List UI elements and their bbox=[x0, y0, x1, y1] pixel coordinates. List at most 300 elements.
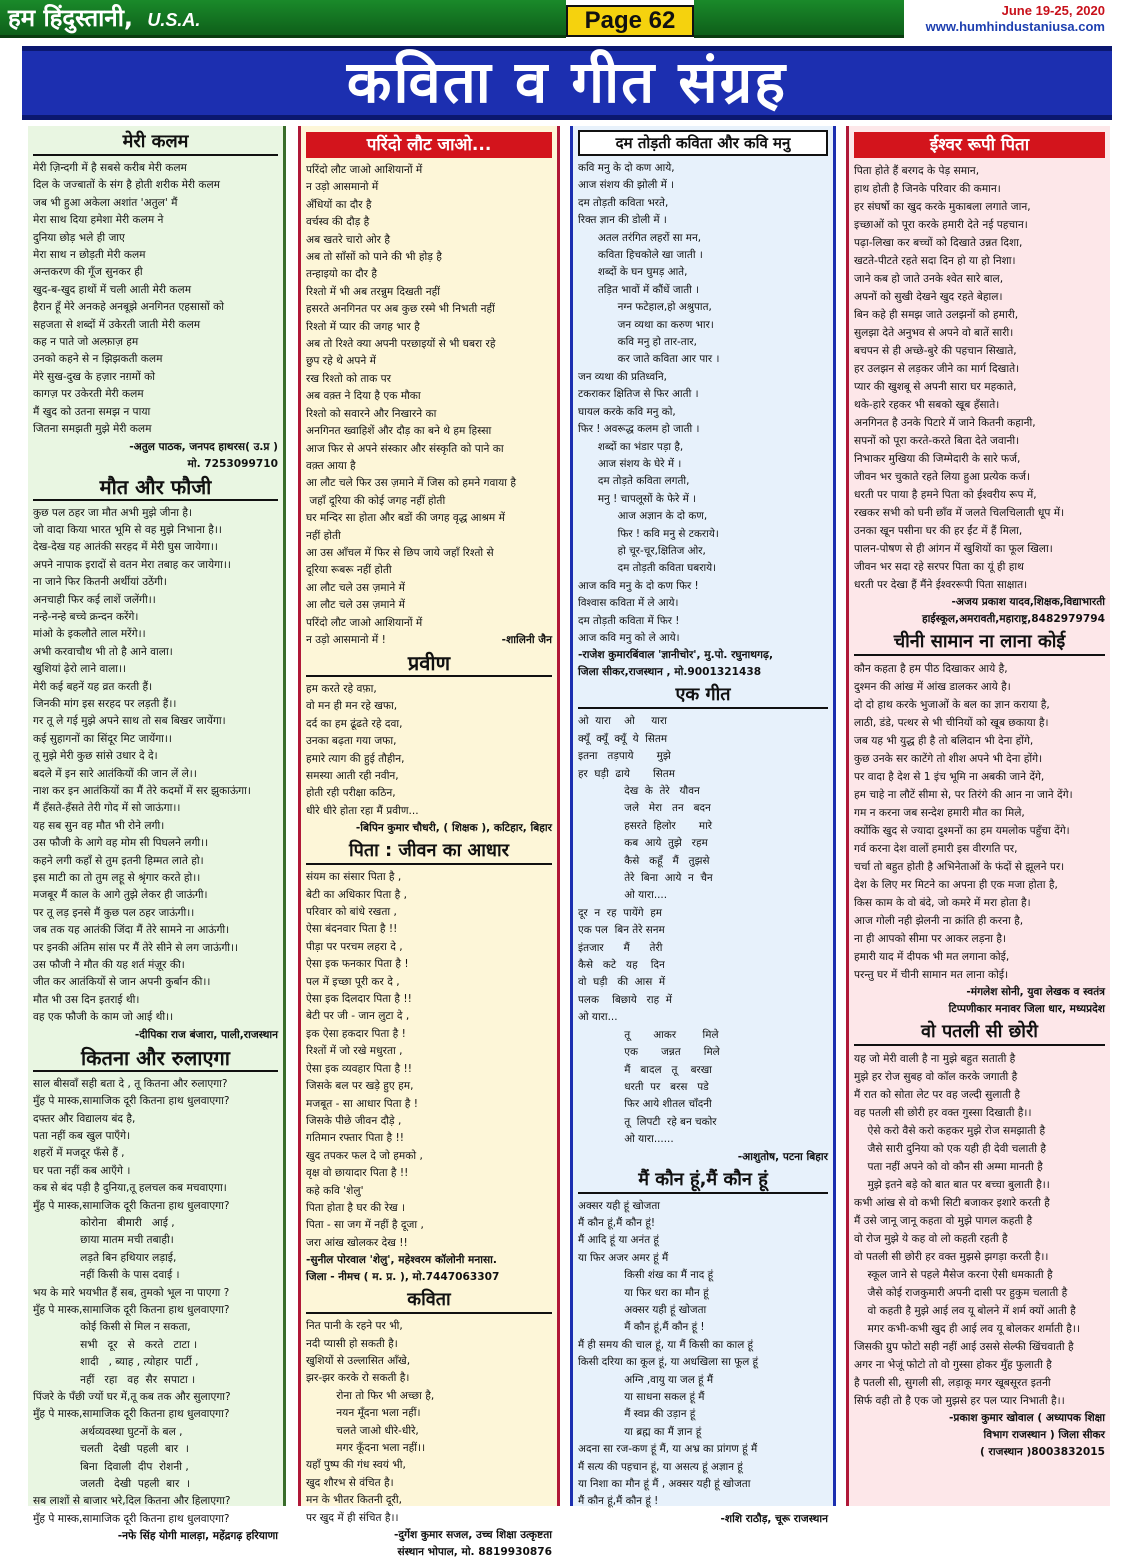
poem-line: पर खुद में ही संचित है।। bbox=[306, 1511, 399, 1524]
poem-line: दुश्मन की आंख में आंख डालकर आये है। bbox=[854, 681, 1011, 693]
poem-line: पर तू लड़ इनसे मैं कुछ पल ठहर जाऊंगी।। bbox=[33, 906, 195, 919]
poem-line: तन्हाइयो का दौर है bbox=[306, 268, 377, 281]
poem-line: जीवन भर चुकाते रहते लिया हुआ प्रत्येक कर्ज। bbox=[854, 471, 1031, 483]
poem-line: लाठी, डंडे, पत्थर से भी चीनियों को खूब छकाया है। bbox=[854, 717, 1049, 729]
poem-line: वो घड़ी की आस में bbox=[578, 976, 666, 989]
poem-line: दम तोड़ती कविता में फिर ! bbox=[578, 614, 680, 627]
poem-line: दो दो हाथ करके भुजाओं के बल का ज्ञान कराया है, bbox=[854, 699, 1050, 711]
poem-line: ना जाने फिर कितनी अर्थीयां उठेंगी। bbox=[33, 576, 167, 589]
poem-line: झर-झर करके रो सकती है। bbox=[306, 1372, 410, 1385]
column-4 bbox=[846, 126, 1110, 1506]
poem-title: मैं कौन हूं,मैं कौन हूं bbox=[578, 1168, 828, 1194]
poem-line: पिता होता है घर की रेख । bbox=[306, 1201, 406, 1214]
poem-line: मैं उसे जानू जानू कहता वो मुझे पागल कहती है bbox=[854, 1215, 1033, 1227]
poem-credit: -अजय प्रकाश यादव,शिक्षक,विद्याभारती bbox=[951, 596, 1105, 608]
poem-lines bbox=[33, 505, 278, 1027]
poem-line: आज कवि मनु को ले आये। bbox=[578, 631, 680, 644]
poem-line: जन व्यथा का करुण भार। bbox=[578, 318, 714, 331]
page-number: Page 62 bbox=[566, 5, 694, 37]
poem-line: कब आये तुझे रहम bbox=[578, 837, 708, 850]
poem-line: अतल तरंगित लहरों सा मन, bbox=[578, 231, 702, 244]
poem-lines bbox=[854, 1050, 1105, 1410]
poem-line: कोरोना बीमारी आई , bbox=[33, 1216, 175, 1229]
poem-line: मेरा साथ न छोड़ती मेरी कलम bbox=[33, 249, 146, 262]
poem-line: मुझे इतने बड़े को बात बात पर बच्चा बुलाती है।। bbox=[854, 1179, 1050, 1191]
poem-line: आज संशय के घेरे में । bbox=[578, 457, 682, 470]
poem-line: या ब्रह्म का मैं ज्ञान हूं bbox=[578, 1425, 702, 1438]
poem-title: एक गीत bbox=[578, 683, 828, 709]
poem-line: उनका खून पसीना घर की हर ईंट में हैं मिला, bbox=[854, 525, 1023, 537]
poem-line: अनगिनत ख्वाहिशें और दौड़ का बने थे हम हिस्सा bbox=[306, 425, 492, 438]
poem-line: घर पता नहीं कब आएँगे । bbox=[33, 1164, 131, 1177]
poem-line: फिर आये शीतल चाँदनी bbox=[578, 1098, 712, 1111]
poem-credit-phone: मो. 7253099710 bbox=[187, 457, 278, 470]
poem-line: आज गोली नही झेलनी ना क्रांति ही करना है, bbox=[854, 915, 1024, 927]
poem-line: वृक्ष वो छायादार पिता है !! bbox=[306, 1167, 409, 1180]
poem-line: अभी करवाचौथ भी तो है आने वाला। bbox=[33, 645, 173, 658]
poem-credit: -सुनील पोरवाल 'शेलु', महेश्वरम कॉलोनी मनासा. bbox=[306, 1254, 497, 1267]
poem-line: आ लौट चले फिर उस ज़माने में जिस को हमने गवाया है bbox=[306, 477, 517, 490]
poem-line: अगर ना भेजूं फोटो तो वो गुस्सा होकर मुँह फुलाती है bbox=[854, 1359, 1052, 1371]
section-banner: कविता व गीत संग्रह bbox=[22, 46, 1112, 120]
poem-line: पिता - सा जग में नहीं है दूजा , bbox=[306, 1219, 424, 1232]
poem-lines bbox=[578, 160, 828, 647]
poem-line: खुद तपकर फल दे जो हमको , bbox=[306, 1149, 423, 1162]
poem-line: जैसे कोई राजकुमारी अपनी दासी पर हुकुम चलाती है bbox=[854, 1287, 1068, 1299]
poem-line: रिश्तों में जो रखे मधुरता , bbox=[306, 1045, 403, 1058]
poem-credit: -नफे सिंह योगी मालड़ा, महेंद्रगढ़ हरियाणा bbox=[117, 1530, 278, 1543]
poem-line: ऐसा बंदनवार पिता है !! bbox=[306, 923, 398, 936]
poem-line: अब वक़्त ने दिया है एक मौका bbox=[306, 390, 421, 403]
poem-title: चीनी सामान ना लाना कोई bbox=[854, 630, 1105, 656]
poem-credit-phone: हाईस्कूल,अमरावती,महाराष्ट्र,8482979794 bbox=[922, 613, 1105, 625]
poem-line: शब्दों का भंडार पड़ा है, bbox=[578, 440, 684, 453]
poem-line: साल बीसवाँ सही बता दे , तू कितना और रुलाएगा? bbox=[33, 1077, 228, 1090]
poem-line: अन्तकरण की गूँज सुनकर ही bbox=[33, 266, 143, 279]
poem-lines bbox=[578, 1198, 828, 1511]
poem-line: खुशियां ढ़ेरो लाने वाला।। bbox=[33, 663, 127, 676]
poem-line: स्कूल जाने से पहले मैसेज करना ऐसी धमकाती है bbox=[854, 1269, 1053, 1281]
poem-line: मैं ही समय की चाल हूं, या मैं किसी का काल हूं bbox=[578, 1338, 754, 1351]
poem-title: वो पतली सी छोरी bbox=[854, 1020, 1105, 1046]
poem-line: एक पल बिन तेरे सनम bbox=[578, 924, 665, 937]
poem-line: अँधियों का दौर है bbox=[306, 198, 372, 211]
poem-line: मजबूर मैं काल के आगे तुझे लेकर ही जाऊंगी। bbox=[33, 889, 208, 902]
poem-line: तेरे बिना आये न चैन bbox=[578, 872, 713, 885]
poem-line: बदले में इन सारे आतंकियों की जान लें ले।। bbox=[33, 767, 197, 780]
poem-line: मुँह पे मास्क,सामाजिक दूरी कितना हाथ धुलवाएगा? bbox=[33, 1095, 230, 1108]
poem-line: हमारी याद में दीपक भी मत लगाना कोई, bbox=[854, 951, 1010, 963]
poem-line: वर्चस्व की दौड़ है bbox=[306, 216, 370, 229]
poem-line: कविता हिचकोले खा जाती । bbox=[578, 249, 703, 262]
poem-line: तू मुझे मेरी कुछ सांसे उधार दे दे। bbox=[33, 750, 158, 763]
poem-line: जहाँ दूरिया की कोई जगह नहीं होती bbox=[306, 494, 446, 507]
poem-line: मैं सत्य की पहचान हूं, या असत्य हूं अज्ञान हूं bbox=[578, 1460, 743, 1473]
poem-line: अनचाही फिर कई लाशें जलेंगी।। bbox=[33, 593, 156, 606]
poem-line: किसी दरिया का कूल हूं, या अधखिला सा फूल हूं bbox=[578, 1356, 759, 1369]
poem-line: हो चूर-चूर,क्षितिज ओर, bbox=[578, 544, 706, 557]
poem-line: अपने नापाक इरादों से वतन मेरा तबाह कर जायेगा।। bbox=[33, 558, 231, 571]
poem-lines bbox=[854, 660, 1105, 984]
poem-line: अक्सर यही हूं खोजता bbox=[578, 1303, 707, 1316]
poem-line: कर जाते कविता आर पार । bbox=[578, 353, 720, 366]
poem-line: जरा आंख खोलकर देख !! bbox=[306, 1236, 408, 1249]
poem-line: पालन-पोषण से ही आंगन में खुशियों का फूल खिला। bbox=[854, 543, 1053, 555]
brand-bar bbox=[0, 0, 566, 38]
poem-line: कैसे कहूँ मैं तुझसे bbox=[578, 854, 710, 867]
poem-line: जब तक यह आतंकी जिंदा मैं तेरे सामने ना आऊंगी। bbox=[33, 924, 230, 937]
poem-line: हसरते अनगिनत पर अब कुछ रस्मे भी निभती नहीं bbox=[306, 303, 495, 316]
poem-credit: -शशि राठौड़, चूरू राजस्थान bbox=[720, 1512, 828, 1525]
poem-line: निभाकर मुखिया की जिम्मेदारी के सारे फर्ज, bbox=[854, 453, 1021, 465]
poem-line: मांओ के इकलौते लाल मरेंगे।। bbox=[33, 628, 146, 641]
poem-line: जो वादा किया भारत भूमि से वह मुझे निभाना है।। bbox=[33, 523, 222, 536]
poem-line: देश के लिए मर मिटने का अपना ही एक मजा होता है, bbox=[854, 879, 1058, 891]
poem-line: मैं रात को सोता लेट पर वह जल्दी सुलाती है bbox=[854, 1089, 1021, 1101]
poem-line: भय के मारे भयभीत हैं सब, तुमको भूल ना पाएगा ? bbox=[33, 1286, 230, 1299]
poem-credit: -आशुतोष, पटना बिहार bbox=[737, 1150, 828, 1163]
poem-line: मगर कूँदना भला नहीं।। bbox=[306, 1442, 426, 1454]
poem-line: नग्न फटेहाल,हो अश्रुपात, bbox=[578, 301, 712, 314]
poem-line: जीवन भर सदा रहे सरपर पिता का यूं ही हाथ bbox=[854, 561, 1024, 573]
poem-line: अक्सर यही हूं खोजता bbox=[578, 1199, 660, 1212]
poem-line: इक ऐसा हकदार पिता है ! bbox=[306, 1027, 406, 1040]
poem-line: नन्हे-नन्हे बच्चे क्रन्दन करेंगे। bbox=[33, 610, 139, 623]
poem-credit-phone: संस्थान भोपाल, मो. 8819930876 bbox=[397, 1546, 552, 1559]
poem-line: देख-देख यह आतंकी सरहद में मेरी घुस जायेगा।। bbox=[33, 541, 218, 554]
poem-line: रखकर सभी को घनी छाँव में जलते चिलचिलाती धूप में। bbox=[854, 507, 1065, 519]
poem-line: घायल करके कवि मनु को, bbox=[578, 405, 676, 418]
poem-line: मुँह पे मास्क,सामाजिक दूरी कितना हाथ धुलवाएगा? bbox=[33, 1408, 230, 1421]
poem-line: दर्द का हम ढूंढते रहे दवा, bbox=[306, 717, 403, 730]
poem-line: गर तू ले गई मुझे अपने साथ तो सब बिखर जायेंगा। bbox=[33, 715, 226, 728]
poem-line: छाया मातम मची तबाही। bbox=[33, 1234, 174, 1247]
poem-line: हसरते हिलोर मारे bbox=[578, 819, 713, 832]
poem-line: बिन कहे ही समझ जाते उलझनों को हमारी, bbox=[854, 309, 1019, 321]
website-link[interactable]: www.humhindustaniusa.com bbox=[925, 19, 1105, 34]
poem-line: जले मेरा तन बदन bbox=[578, 802, 711, 815]
poem-line: या फिर धरा का मौन हूं bbox=[578, 1286, 709, 1299]
poem-line: पढ़ा-लिखा कर बच्चों को दिखाते उन्नत दिशा, bbox=[854, 237, 1023, 249]
poem-line: कह न पाते जो अल्फ़ाज़ हम bbox=[33, 336, 139, 349]
poem-line: दुनिया छोड़ भले ही जाए bbox=[33, 231, 125, 244]
poem-line: जलती देखी पहली बार । bbox=[33, 1478, 191, 1491]
poem-line: कौन कहता है हम पीठ दिखाकर आये है, bbox=[854, 663, 1008, 675]
poem-line: यह सब सुन वह मौत भी रोने लगी। bbox=[33, 819, 165, 832]
poem-line: इतना तड़पाये मुझे bbox=[578, 750, 671, 763]
poem-line: किस काम के वो बंदे, जो कमरे में मरा होता है। bbox=[854, 897, 1031, 909]
poem-line: या साधना सकल हूं मैं bbox=[578, 1391, 705, 1403]
poem-line: मजबूत - सा आधार पिता है ! bbox=[306, 1097, 419, 1110]
poem-credit: -राजेश कुमारबिंवाल 'ज्ञानीचोर', मु.पो. रघुनाथगढ़, bbox=[578, 649, 774, 662]
poem-line: पिता होते हैं बरगद के पेड़ समान, bbox=[854, 165, 980, 177]
poem-line: वक़्त आया है bbox=[306, 459, 356, 472]
poem-credit-location: टिप्पणीकार मनावर जिला धार, मध्यप्रदेश bbox=[948, 1003, 1105, 1015]
poem-line: मैं खुद को उतना समझ न पाया bbox=[33, 405, 151, 418]
poem-line: ऐसा इक फनकार पिता है ! bbox=[306, 958, 409, 971]
poem-line: मैं कौन हूं,मैं कौन हूं ! bbox=[578, 1495, 659, 1508]
poem-line: यहाँ पुष्प की गंध स्वयं भी, bbox=[306, 1459, 406, 1472]
poem-line: जिसकी ग्रुप फोटो सही नहीं आई उससे सेल्फी खिंचवाती है bbox=[854, 1341, 1074, 1353]
poem-line: ओ यारा ओ यारा bbox=[578, 715, 667, 728]
poem-line: कहे कवि 'शेलु' bbox=[306, 1184, 364, 1197]
poem-line: दम तोड़ती कविता घबराये। bbox=[578, 562, 717, 575]
poem-line: लड़ते बिन हथियार लड़ाई, bbox=[33, 1251, 177, 1264]
poem-line: बेटी का अधिकार पिता है , bbox=[306, 888, 407, 901]
poem-line: नयन मूँदना भला नहीं। bbox=[306, 1407, 421, 1420]
poem-line: नहीं होती bbox=[306, 529, 341, 542]
poem-line: नित पानी के रहने पर भी, bbox=[306, 1320, 403, 1333]
poem-line: थके-हारे रहकर भी सबको खूब हँसाते। bbox=[854, 399, 1000, 411]
poem-line: संयम का संसार पिता है , bbox=[306, 871, 402, 884]
poem-line: कैसे कटे यह दिन bbox=[578, 959, 665, 972]
poem-line: उस फौजी ने मौत की यह शर्त मंज़ूर की। bbox=[33, 959, 185, 972]
poem-line: बिना दिवाली दीप रोशनी , bbox=[33, 1460, 189, 1473]
poem-line: शादी , ब्याह , त्योहार पार्टी , bbox=[33, 1356, 199, 1369]
poem-line: बचपन से ही अच्छे-बुरे की पहचान सिखाते, bbox=[854, 345, 1017, 357]
poem-line: सभी दूर से करते टाटा । bbox=[33, 1338, 198, 1351]
poem-line: ओ यारा... bbox=[578, 1011, 618, 1024]
poem-line: आज अज्ञान के दो कण, bbox=[578, 510, 708, 523]
poem-line: टकराकर क्षितिज से फिर आती । bbox=[578, 388, 699, 401]
brand-bar-tail bbox=[694, 0, 904, 38]
poem-line: फिर ! कवि मनु से टकराये। bbox=[578, 527, 719, 540]
poem-line: है पतली सी, सुगली सी, लड़ाकू मगर खूबसूरत इतनी bbox=[854, 1377, 1051, 1389]
poem-title: मौत और फौजी bbox=[33, 475, 278, 501]
poem-line: मैं कौन हूं,मैं कौन हूं ! bbox=[578, 1321, 705, 1334]
poem-line: नदी प्यासी हो सकती है। bbox=[306, 1337, 398, 1350]
poem-line: हाथ होती है जिनके परिवार की कमान। bbox=[854, 183, 1001, 195]
poem-line: जब यह भी युद्ध ही है तो बलिदान भी देना होंगे, bbox=[854, 735, 1034, 747]
poem-line: खुशियों से उल्लासित आँखे, bbox=[306, 1354, 411, 1367]
poem-line: कोई किसी से मिल न सकता, bbox=[33, 1321, 191, 1334]
poem-lines bbox=[578, 713, 828, 1148]
poem-line: सहजता से शब्दों में उकेरती जाती मेरी कलम bbox=[33, 318, 201, 331]
poem-credit: -प्रकाश कुमार खोवाल ( अध्यापक शिक्षा bbox=[949, 1412, 1105, 1424]
poem-line: मेरी ज़िन्दगी में है सबसे करीब मेरी कलम bbox=[33, 162, 187, 174]
poem-line: परिंदो लौट जाओ आशियानों में bbox=[306, 164, 423, 176]
poem-line: ओ यारा.... bbox=[578, 889, 668, 902]
poem-line: हर घड़ी ढाये सितम bbox=[578, 767, 675, 780]
poem-line: रिश्तो में प्यार की जगह भार है bbox=[306, 320, 420, 333]
poem-line: उनको कहने से न झिझकती कलम bbox=[33, 353, 163, 366]
poem-line: अर्थव्यवस्था घुटनों के बल , bbox=[33, 1425, 183, 1438]
poem-line: देख के तेरे यौवन bbox=[578, 785, 700, 797]
column-1 bbox=[28, 126, 286, 1543]
poem-line: या फिर अजर अमर हूं मैं bbox=[578, 1251, 669, 1264]
poem-line: वो पतली सी छोरी हर वक्त मुझसे झगड़ा करती है।। bbox=[854, 1251, 1049, 1263]
column-2 bbox=[298, 126, 560, 1559]
poem-line: तू आकर मिले bbox=[578, 1028, 719, 1041]
poem-line: कवि मनु हो तार-तार, bbox=[578, 336, 697, 349]
poem-line: धरती पर पाया है हमने पिता को ईश्वरीय रूप में, bbox=[854, 489, 1037, 501]
poem-line: वो रोज मुझे ये कह वो लो कहती रहती है bbox=[854, 1233, 1008, 1245]
poem-line: इस माटी का तो तुम लहू से श्रृंगार करते हो।। bbox=[33, 872, 201, 885]
poem-line: दूर न रह पायेंगे हम bbox=[578, 906, 662, 919]
poem-line: तू लिपटी रहे बन चकोर bbox=[578, 1115, 717, 1128]
poem-line: अदना सा रज-कण हूं मैं, या अभ्र का प्रांगण हूं मैं bbox=[578, 1443, 758, 1456]
poem-line: कहने लगी कहाँ से तुम इतनी हिम्मत लाते हो। bbox=[33, 854, 204, 867]
poem-line: जिनकी मांग इस सरहद पर लड़ती हैं।। bbox=[33, 697, 177, 710]
poem-line: छुप रहे थे अपने में bbox=[306, 355, 376, 368]
poem-last-line: न उड़ो आसमानो में ! bbox=[306, 633, 386, 646]
poem-title: पिता : जीवन का आधार bbox=[306, 839, 552, 865]
poem-credit-location: विभाग राजस्थान ) जिला सीकर bbox=[983, 1429, 1105, 1441]
poem-line: पता नहीं अपने को वो कौन सी अम्मा मानती है bbox=[854, 1161, 1043, 1173]
poem-line: वह एक फौजी के काम जो आई थी।। bbox=[33, 1011, 174, 1024]
poem-line: सब लाशों से बाजार भरे,दिल कितना और हिलाएगा? bbox=[33, 1495, 231, 1508]
poem-credit: -बिपिन कुमार चौधरी, ( शिक्षक ), कटिहार, बिहार bbox=[355, 822, 552, 835]
poem-line: खटते-पीटते रहते सदा दिन हो या हो निशा। bbox=[854, 255, 1016, 267]
poem-title: दम तोड़ती कविता और कवि मनु bbox=[578, 130, 828, 156]
poem-line: उनका बढ़ता गया जफा, bbox=[306, 735, 397, 748]
poem-credit: -शालिनी जैन bbox=[501, 633, 552, 646]
poem-line: क्योंकि खुद से ज्यादा दुश्मनों का हम यमलोक पहुँचा देंगे। bbox=[854, 825, 1070, 837]
poem-line: जब भी हुआ अकेला अशांत 'अतुल' मैं bbox=[33, 196, 178, 209]
poem-line: मौत भी उस दिन इतराई थी। bbox=[33, 993, 140, 1006]
poem-line: ना ही आपको सीमा पर आकर लड़ना है। bbox=[854, 933, 1007, 945]
poem-line: जाने कब हो जाते उनके श्वेत सारे बाल, bbox=[854, 273, 1004, 285]
poem-line: मैं हँसते-हँसते तेरी गोद में सो जाऊंगा।। bbox=[33, 802, 181, 815]
poem-line: जिसके पीछे जीवन दौड़े , bbox=[306, 1114, 402, 1127]
poem-line: परिवार को बांधे रखता , bbox=[306, 906, 397, 919]
poem-line: तड़ित भावों में कौंधें जाती । bbox=[578, 283, 700, 296]
poem-line: ऐसे करो वैसे करो कहकर मुझे रोज समझाती है bbox=[854, 1125, 1046, 1137]
poem-line: रख रिश्तो को ताक पर bbox=[306, 372, 391, 385]
poem-line: कुछ पल ठहर जा मौत अभी मुझे जीना है। bbox=[33, 506, 193, 519]
poem-line: मन के भीतर कितनी दूरी, bbox=[306, 1494, 402, 1507]
poem-line: अनगिनत है उनके पिटारे में जाने कितनी कहानी, bbox=[854, 417, 1036, 429]
poem-line: शब्दों के घन घुमड़ आते, bbox=[578, 266, 688, 279]
poem-line: अग्नि ,वायु या जल हूं मैं bbox=[578, 1373, 714, 1386]
poem-line: मुझे हर रोज सुबह वो कॉल करके जगाती है bbox=[854, 1071, 1018, 1083]
poem-line: मुँह पे मास्क,सामाजिक दूरी कितना हाथ धुलवाएगा? bbox=[33, 1199, 230, 1212]
poem-line: चलती देखी पहली बार । bbox=[33, 1443, 189, 1456]
poem-line: समस्या आती रही नवीन, bbox=[306, 770, 399, 782]
poem-credit: -मंगलेश सोनी, युवा लेखक व स्वतंत्र bbox=[966, 986, 1105, 998]
poem-line: प्यार की खुशबू से अपनी सारा घर महकाते, bbox=[854, 381, 1017, 393]
poem-line: न उड़ो आसमानो में bbox=[306, 181, 379, 194]
poem-line: हम करते रहे वफ़ा, bbox=[306, 682, 377, 695]
poem-line: अब तो रिश्ते क्या अपनी परछाइयों से भी घबरा रहे bbox=[306, 338, 496, 351]
poem-line: जिसके बल पर खड़े हुए हम, bbox=[306, 1080, 414, 1093]
poem-line: आ लौट चले उस ज़माने में bbox=[306, 599, 405, 612]
poem-line: क्यूँ क्यूँ क्यूँ ये सितम bbox=[578, 732, 668, 745]
poem-line: कवि मनु के दो कण आये, bbox=[578, 162, 675, 174]
poem-line: हर उलझन से लड़कर जीने का मार्ग दिखाते। bbox=[854, 363, 1020, 375]
poem-line: धरती पर बरस पडे bbox=[578, 1080, 709, 1093]
poem-line: किसी शंख का मैं नाद हूं bbox=[578, 1269, 714, 1282]
issue-date: June 19-25, 2020 bbox=[1001, 3, 1105, 18]
poem-line: मैं आदि हूं या अनंत हूं bbox=[578, 1234, 659, 1247]
poem-line: वो मन ही मन रहे खफा, bbox=[306, 700, 398, 713]
poem-line: आ उस आँचल में फिर से छिप जाये जहाँ रिश्तो से bbox=[306, 546, 494, 559]
poem-line: दफ्तर और विद्यालय बंद है, bbox=[33, 1112, 136, 1125]
poem-line: कुछ उनके सर काटेंगे तो शीश अपने भी देना होंगे। bbox=[854, 753, 1043, 765]
poem-line: वो कहती है मुझे आई लव यू बोलने में शर्म क्यों आती है bbox=[854, 1305, 1076, 1317]
poem-line: घर मन्दिर सा होता और बडों की जगह वृद्ध आश्रम में bbox=[306, 512, 505, 525]
poem-line: हर संघर्षो का खुद करके मुकाबला लगाते जान, bbox=[854, 201, 1031, 213]
poem-title: कविता bbox=[306, 1288, 552, 1314]
poem-line: पिंजरे के पँछी ज्यों घर में,तू कब तक और सुलाएगा? bbox=[33, 1391, 231, 1403]
poem-line: इच्छाओं को पूरा करके हमारी देते नई पहचान। bbox=[854, 219, 1028, 231]
poem-lines bbox=[33, 160, 278, 439]
poem-line: पीड़ा पर परचम लहरा दे , bbox=[306, 940, 403, 953]
poem-line: इंतजार मैं तेरी bbox=[578, 941, 663, 954]
poem-line: ऐसा इक दिलदार पिता है !! bbox=[306, 993, 412, 1006]
poem-line: गम न करना जब सन्देश हमारी मौत का मिले, bbox=[854, 807, 1025, 819]
poem-line: नहीं रहा वह सैर सपाटा । bbox=[33, 1373, 196, 1386]
poem-line: मुँह पे मास्क,सामाजिक दूरी कितना हाथ धुलवाएगा? bbox=[33, 1303, 230, 1316]
poem-line: पर वादा है देश से 1 इंच भूमि ना अबकी जाने देंगे, bbox=[854, 771, 1045, 783]
poem-lines bbox=[306, 869, 552, 1252]
poem-line: कागज़ पर उकेरती मेरी कलम bbox=[33, 388, 144, 401]
poem-credit-phone: जिला - नीमच ( म. प्र. ), मो.7447063307 bbox=[306, 1271, 500, 1284]
poem-line: कई सुहागनों का सिंदूर मिट जायेंगा।। bbox=[33, 732, 172, 745]
poem-lines bbox=[306, 681, 552, 820]
poem-line: मेरी कई बहनें यह व्रत करती हैं। bbox=[33, 680, 153, 693]
poem-line: मेरा साथ दिया हमेशा मेरी कलम ने bbox=[33, 214, 164, 227]
poem-line: मेरे सुख-दुख के हज़ार नग़मों को bbox=[33, 370, 155, 383]
poem-line: खुद शौरभ से वंचित है। bbox=[306, 1476, 394, 1489]
poem-line: आ लौट चले उस ज़माने में bbox=[306, 581, 405, 594]
poem-credit: -दीपिका राज बंजारा, पाली,राजस्थान bbox=[134, 1028, 278, 1041]
poem-line: आज संशय की झोली में । bbox=[578, 179, 675, 192]
poem-line: होती रही परीक्षा कठिन, bbox=[306, 787, 396, 800]
poem-line: यह जो मेरी वाली है ना मुझे बहुत सताती है bbox=[854, 1053, 1016, 1065]
poem-line: सिर्फ वही तो है एक जो मुझसे हर पल प्यार निभाती है।। bbox=[854, 1395, 1065, 1407]
poem-line: खुद-ब-खुद हाथों में चली आती मेरी कलम bbox=[33, 283, 192, 296]
brand-name: हम हिंदुस्तानी, bbox=[8, 4, 134, 32]
poem-line: मैं स्वप्न की उड़ान हूं bbox=[578, 1408, 696, 1421]
poem-line: सपनों को पूरा करते-करते बिता देते जवानी। bbox=[854, 435, 1020, 447]
poem-title: कितना और रुलाएगा bbox=[33, 1046, 278, 1072]
issue-info bbox=[926, 3, 1105, 35]
poem-line: दूरिया रूबरू नहीं होती bbox=[306, 564, 392, 577]
poem-line: पल में इच्छा पूरी कर दे , bbox=[306, 975, 400, 988]
masthead bbox=[0, 0, 1135, 42]
poem-lines bbox=[306, 162, 552, 632]
poem-title: प्रवीण bbox=[306, 651, 552, 677]
poem-line: ओ यारा...... bbox=[578, 1133, 674, 1146]
poem-line: आज फिर से अपने संस्कार और संस्कृति को पाने का bbox=[306, 442, 504, 455]
poem-line: गर्व करना देश वालों हमारी इस वीरगति पर, bbox=[854, 843, 1018, 855]
poem-line: नाश कर इन आतंकियों का मैं तेरे कदमों में सर झुकाऊंगा। bbox=[33, 785, 251, 797]
poem-line: ऐसा इक व्यवहार पिता है !! bbox=[306, 1062, 412, 1075]
poem-line: फिर ! अवरूद्ध कलम हो जाती । bbox=[578, 423, 700, 436]
poem-lines bbox=[854, 162, 1105, 594]
poem-line: रिक्त ज्ञान की डोली में । bbox=[578, 214, 667, 227]
poem-credit-phone: जिला सीकर,राजस्थान , मो.9001321438 bbox=[578, 666, 762, 679]
poem-credit: -दुर्गेश कुमार सजल, उच्च शिक्षा उत्कृष्टता bbox=[394, 1529, 552, 1542]
poem-line: अपनों को सुखी देखने खुद रहते बेहाल। bbox=[854, 291, 1003, 303]
poem-line: हम चाहे ना लौटें सीमा से, पर तिरंगे की आन ना जाने देंगे। bbox=[854, 789, 1073, 801]
poem-line: वह पतली सी छोरी हर वक्त गुस्सा दिखाती है।। bbox=[854, 1107, 1032, 1119]
poem-line: परन्तु घर में चीनी सामान मत लाना कोई। bbox=[854, 969, 1009, 981]
poem-line: अब तो साँसों को पाने की भी होड़ है bbox=[306, 251, 442, 264]
poem-line: अब खतरे चारो ओर है bbox=[306, 233, 390, 246]
poem-line: सुलझा देते अनुभव से अपने वो बातें सारी। bbox=[854, 327, 1014, 339]
poem-line: दम तोड़ती कविता भरते, bbox=[578, 196, 669, 209]
poem-line: जन व्यथा की प्रतिध्वनि, bbox=[578, 370, 667, 383]
poem-credit: -अतुल पाठक, जनपद हाथरस( उ.प्र ) bbox=[129, 440, 278, 453]
poem-line: एक जन्नत मिले bbox=[578, 1046, 720, 1059]
poem-line: मगर कभी-कभी खुद ही आई लव यू बोलकर शर्माती है।। bbox=[854, 1323, 1080, 1335]
poem-line: दिल के जज्बातों के संग है होती शरीक मेरी कलम bbox=[33, 179, 221, 192]
poem-line: पर इनकी अंतिम सांस पर मैं तेरे सीने से लग जाऊंगी।। bbox=[33, 941, 239, 954]
poem-line: पलक बिछाये राह में bbox=[578, 993, 672, 1006]
poem-line: विश्वास कविता में ले आये। bbox=[578, 597, 679, 610]
